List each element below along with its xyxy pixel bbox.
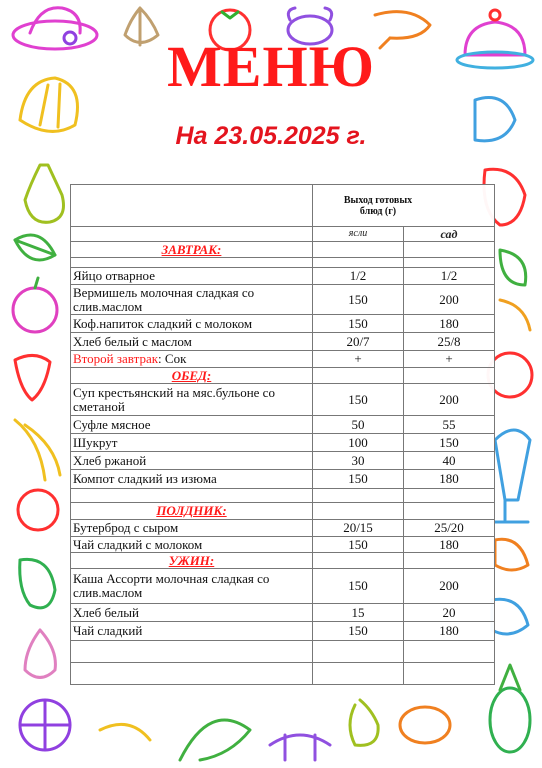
ice-cream-icon <box>495 430 530 522</box>
empty-cell <box>313 489 404 503</box>
sad-value: 200 <box>404 384 495 416</box>
sad-value: 180 <box>404 537 495 553</box>
second-breakfast-item: : Сок <box>158 351 187 366</box>
sad-value: 180 <box>404 470 495 489</box>
menu-date: На 23.05.2025 г. <box>175 122 367 150</box>
table-row <box>71 384 495 416</box>
header-empty-cell <box>71 185 313 227</box>
yasli-value: 150 <box>313 622 404 641</box>
dish-name: Чай сладкий с молоком <box>71 537 313 553</box>
sad-value: 40 <box>404 452 495 470</box>
empty-cell <box>404 663 495 685</box>
empty-row <box>71 641 495 663</box>
yasli-value: 15 <box>313 604 404 622</box>
sad-value: 180 <box>404 315 495 333</box>
second-breakfast-label: Второй завтрак <box>73 351 159 366</box>
yasli-value: 100 <box>313 434 404 452</box>
pepper-icon <box>20 559 55 607</box>
leaf-icon <box>500 250 526 285</box>
table-row <box>71 315 495 333</box>
dish-name: Яйцо отварное <box>71 268 313 285</box>
empty-row <box>71 663 495 685</box>
sad-value: 55 <box>404 416 495 434</box>
yasli-value: 150 <box>313 470 404 489</box>
dish-name: Компот сладкий из изюма <box>71 470 313 489</box>
table-row <box>71 416 495 434</box>
yasli-value: 150 <box>313 537 404 553</box>
table-row <box>71 520 495 537</box>
yasli-value: 150 <box>313 315 404 333</box>
empty-cell <box>313 553 404 569</box>
dish-name: Суфле мясное <box>71 416 313 434</box>
menu-title: МЕНЮ <box>167 34 375 99</box>
menu-table <box>70 184 495 685</box>
empty-cell <box>71 489 313 503</box>
sad-value: 180 <box>404 622 495 641</box>
empty-cell <box>313 368 404 384</box>
crab-icon <box>270 735 330 760</box>
empty-cell <box>404 503 495 520</box>
empty-row <box>71 258 495 268</box>
sad-value: 20 <box>404 604 495 622</box>
yasli-value: 20/7 <box>313 333 404 351</box>
empty-cell <box>71 258 313 268</box>
empty-cell <box>404 242 495 258</box>
table-row <box>71 470 495 489</box>
empty-cell <box>313 242 404 258</box>
section-row-snack <box>71 503 495 520</box>
sad-value: 25/20 <box>404 520 495 537</box>
dish-name: Суп крестьянский на мяс.бульоне со сметаной <box>71 384 313 416</box>
table-row <box>71 622 495 641</box>
section-title-lunch: ОБЕД: <box>71 368 313 384</box>
sad-value: 200 <box>404 569 495 604</box>
col-yasli-header: ясли <box>313 227 404 242</box>
sad-value: 150 <box>404 434 495 452</box>
table-row <box>71 604 495 622</box>
empty-cell <box>71 641 313 663</box>
garlic-icon <box>25 630 55 678</box>
yasli-value: 50 <box>313 416 404 434</box>
dish-name: Шукрут <box>71 434 313 452</box>
table-row <box>71 434 495 452</box>
dish-name: Хлеб белый <box>71 604 313 622</box>
crab-icon <box>400 707 450 743</box>
empty-cell <box>404 368 495 384</box>
second-breakfast-cell <box>71 351 313 368</box>
leaf-icon <box>15 235 55 260</box>
table-row <box>71 333 495 351</box>
dish-name: Чай сладкий <box>71 622 313 641</box>
shrimp-icon <box>180 720 250 760</box>
table-row <box>71 285 495 315</box>
banana-icon <box>15 420 60 480</box>
dish-name: Вермишель молочная сладкая со слив.маслом <box>71 285 313 315</box>
yasli-value: 1/2 <box>313 268 404 285</box>
dish-name: Хлеб ржаной <box>71 452 313 470</box>
dish-name: Коф.напиток сладкий с молоком <box>71 315 313 333</box>
table-row <box>71 537 495 553</box>
table-row <box>71 569 495 604</box>
table-row <box>71 452 495 470</box>
empty-cell <box>313 641 404 663</box>
apple-icon <box>13 278 57 332</box>
sad-value: 1/2 <box>404 268 495 285</box>
yasli-value: 150 <box>313 569 404 604</box>
empty-cell <box>404 489 495 503</box>
yasli-value: 150 <box>313 384 404 416</box>
empty-row <box>71 489 495 503</box>
sad-value: 200 <box>404 285 495 315</box>
dish-name: Бутерброд с сыром <box>71 520 313 537</box>
table-subheader-row <box>71 227 495 242</box>
empty-cell <box>404 641 495 663</box>
tomato-icon <box>18 490 58 530</box>
table-row <box>71 351 495 368</box>
empty-cell <box>404 553 495 569</box>
empty-cell <box>313 258 404 268</box>
section-row-breakfast <box>71 242 495 258</box>
portion-header-cell <box>313 185 495 227</box>
table-row <box>71 268 495 285</box>
shell-icon <box>495 539 528 570</box>
sad-value: 25/8 <box>404 333 495 351</box>
pear-icon <box>25 165 64 222</box>
leaf-icon <box>500 300 530 330</box>
portion-header: Выход готовых блюд (г) <box>343 194 413 217</box>
yasli-value: 150 <box>313 285 404 315</box>
pear-icon <box>350 700 378 745</box>
empty-cell <box>313 503 404 520</box>
section-row-dinner <box>71 553 495 569</box>
yasli-value: 30 <box>313 452 404 470</box>
empty-cell <box>404 258 495 268</box>
empty-cell <box>71 663 313 685</box>
pineapple-icon <box>490 665 530 752</box>
dish-name: Хлеб белый с маслом <box>71 333 313 351</box>
yasli-value: 20/15 <box>313 520 404 537</box>
col-sad-header: сад <box>404 227 495 242</box>
empty-cell <box>313 663 404 685</box>
sad-value: + <box>404 351 495 368</box>
section-title-snack: ПОЛДНИК: <box>71 503 313 520</box>
section-title-breakfast: ЗАВТРАК: <box>71 242 313 258</box>
subheader-empty-cell <box>71 227 313 242</box>
yasli-value: + <box>313 351 404 368</box>
strawberry-icon <box>15 355 50 400</box>
section-row-lunch <box>71 368 495 384</box>
dish-name: Каша Ассорти молочная сладкая со слив.маслом <box>71 569 313 604</box>
lemon-icon <box>20 700 70 750</box>
shell-icon <box>492 599 528 634</box>
table-header-row <box>71 185 495 227</box>
section-title-dinner: УЖИН: <box>71 553 313 569</box>
shrimp-icon <box>100 724 150 740</box>
